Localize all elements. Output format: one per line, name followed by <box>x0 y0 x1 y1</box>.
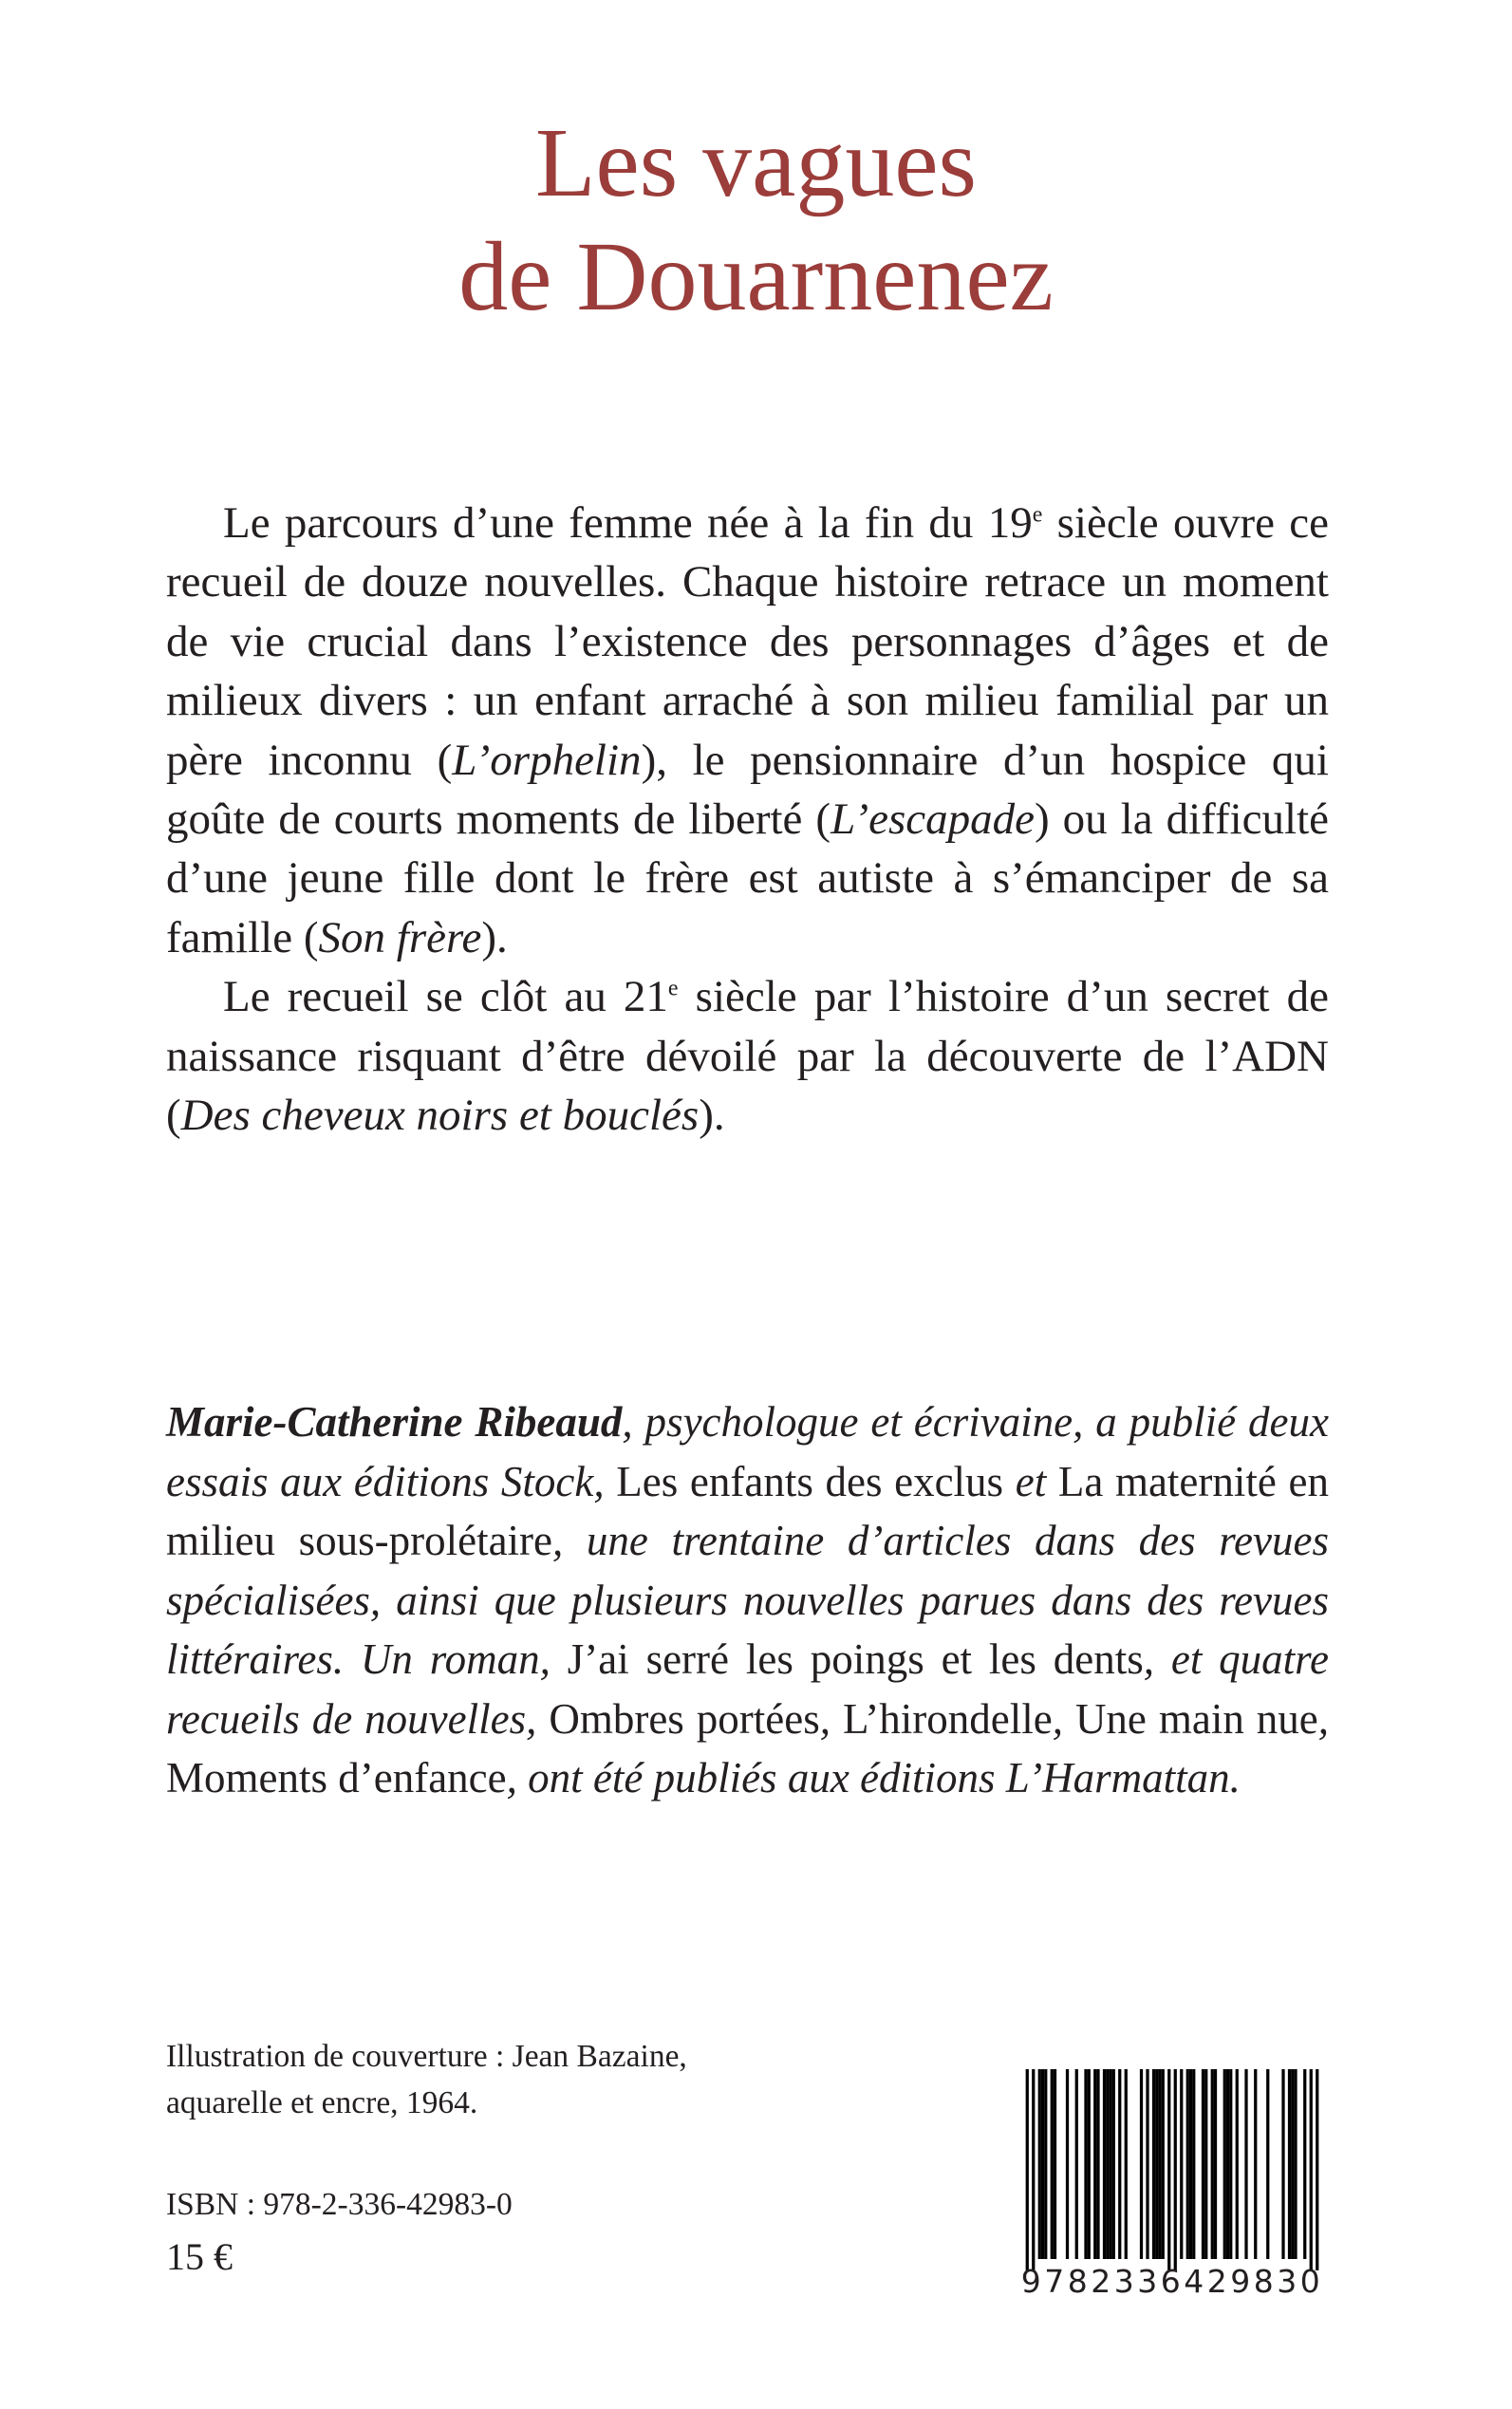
barcode-bar <box>1214 2069 1217 2259</box>
book-title-ref: La maternité en milieu sous-prolétaire <box>166 1457 1329 1564</box>
text-run: Le parcours d’une femme née à la fin du 19 <box>223 498 1033 548</box>
barcode-bar <box>1125 2069 1128 2259</box>
barcode-bar <box>1093 2069 1096 2259</box>
text-run: ). <box>481 912 508 962</box>
barcode-digits: 9782336429830 <box>1020 2263 1324 2300</box>
book-title-ref: Moments d’enfance <box>166 1754 507 1802</box>
book-title <box>0 106 1512 334</box>
barcode-bar <box>1229 2069 1232 2259</box>
barcode-bar <box>1032 2069 1035 2270</box>
superscript: e <box>667 976 679 1001</box>
isbn: ISBN : 978-2-336-42983-0 <box>166 2187 513 2222</box>
superscript: e <box>1032 502 1043 528</box>
barcode-bar <box>1294 2069 1297 2259</box>
barcode-bar <box>1288 2069 1291 2259</box>
barcode-bar <box>1226 2069 1229 2259</box>
bio-text: et <box>1003 1457 1058 1505</box>
bio-text: , <box>819 1694 843 1743</box>
barcode <box>1020 2069 1324 2318</box>
bio-text: , <box>1317 1694 1330 1743</box>
barcode-bar <box>1244 2069 1247 2259</box>
barcode-bar <box>1158 2069 1161 2259</box>
barcode-bar <box>1109 2069 1111 2259</box>
barcode-bar <box>1066 2069 1069 2259</box>
barcode-bar <box>1236 2069 1239 2259</box>
barcode-bar <box>1162 2069 1165 2259</box>
barcode-bar <box>1103 2069 1106 2259</box>
text-run: ) ou la difficulté d’une jeune fille dont le frère est autiste à s’émanciper de sa famille ( <box>166 794 1329 962</box>
barcode-bar <box>1106 2069 1109 2259</box>
barcode-bar <box>1211 2069 1214 2259</box>
book-title-ref: Une main nue <box>1074 1694 1318 1743</box>
barcode-bar <box>1316 2069 1318 2270</box>
bio-text: , ont été publiés aux éditions L’Harmattan. <box>506 1754 1241 1802</box>
story-title: Des cheveux noirs et bouclés <box>180 1091 700 1141</box>
barcode-bar <box>1075 2069 1078 2259</box>
barcode-bar <box>1084 2069 1087 2259</box>
barcode-bar <box>1112 2069 1115 2259</box>
cover-credit-line1: Illustration de couverture : Jean Bazaine, <box>166 2039 687 2074</box>
barcode-bar <box>1096 2069 1099 2259</box>
text-run: ). <box>699 1091 725 1141</box>
story-title: L’escapade <box>831 794 1035 845</box>
bio-text: , <box>1052 1694 1075 1743</box>
barcode-bar <box>1051 2069 1054 2259</box>
book-title-line2: de Douarnenez <box>458 222 1054 331</box>
barcode-bar <box>1174 2069 1177 2270</box>
barcode-bar <box>1202 2069 1204 2259</box>
barcode-bar <box>1088 2069 1091 2259</box>
author-name: Marie-Catherine Ribeaud <box>166 1398 623 1446</box>
text-run: siècle ouvre ce recueil de douze nouvelles. Chaque histoire retrace un moment de vie crucial dans l’existence des personnages d’âges et de milieux divers : un enfant arraché à son milieu familial par un père inconnu ( <box>166 498 1329 785</box>
book-title-ref: Les enfants des exclus <box>616 1457 1004 1505</box>
barcode-bar <box>1303 2069 1306 2259</box>
barcode-bar <box>1223 2069 1226 2259</box>
text-run: Le recueil se clôt au 21 <box>223 972 668 1022</box>
story-title: Son frère <box>318 912 482 962</box>
barcode-bar <box>1152 2069 1155 2259</box>
barcode-bar <box>1041 2069 1044 2259</box>
barcode-bar <box>1044 2069 1047 2259</box>
synopsis <box>166 494 1329 1145</box>
barcode-bar <box>1146 2069 1148 2259</box>
barcode-bar <box>1054 2069 1056 2259</box>
barcode-bar <box>1254 2069 1257 2259</box>
barcode-bar <box>1291 2069 1294 2259</box>
synopsis-paragraph-2 <box>166 967 1329 1145</box>
bio-text: , et quatre recueils de nouvelles, <box>166 1635 1329 1743</box>
barcode-bar <box>1140 2069 1143 2259</box>
barcode-bar <box>1038 2069 1041 2259</box>
cover-credit <box>166 2033 687 2126</box>
author-bio <box>166 1392 1329 1808</box>
cover-credit-line2: aquarelle et encre, 1964. <box>166 2085 478 2120</box>
story-title: L’orphelin <box>452 735 642 785</box>
barcode-bars <box>1020 2069 1324 2270</box>
barcode-bar <box>1155 2069 1158 2259</box>
barcode-bar <box>1180 2069 1183 2259</box>
book-title-line1: Les vagues <box>535 108 977 217</box>
barcode-bar <box>1281 2069 1284 2259</box>
barcode-bar <box>1186 2069 1189 2259</box>
synopsis-paragraph-1 <box>166 494 1329 967</box>
text-run: siècle par l’histoire d’un secret de naissance risquant d’être dévoilé par la découverte de l’ADN ( <box>166 972 1329 1141</box>
book-title-ref: J’ai serré les poings et les dents <box>567 1635 1144 1683</box>
bio-text: , une trentaine d’articles dans des revues spécialisées, ainsi que plusieurs nouvelles parues dans des revues littéraires. Un roman, <box>166 1517 1329 1683</box>
barcode-bar <box>1118 2069 1121 2259</box>
barcode-bar <box>1192 2069 1195 2259</box>
book-title-ref: Ombres portées <box>549 1694 820 1743</box>
barcode-bar <box>1026 2069 1029 2270</box>
text-run: ), le pensionnaire d’un hospice qui goûte de courts moments de liberté ( <box>166 735 1329 845</box>
book-title-ref: L’hirondelle <box>842 1694 1053 1743</box>
barcode-bar <box>1266 2069 1269 2259</box>
barcode-bar <box>1189 2069 1192 2259</box>
barcode-bar <box>1167 2069 1170 2270</box>
barcode-bar <box>1310 2069 1313 2270</box>
bio-text: , psychologue et écrivaine, a publié deux essais aux éditions Stock, <box>166 1398 1329 1505</box>
price: 15 € <box>166 2235 233 2278</box>
barcode-bar <box>1204 2069 1207 2259</box>
